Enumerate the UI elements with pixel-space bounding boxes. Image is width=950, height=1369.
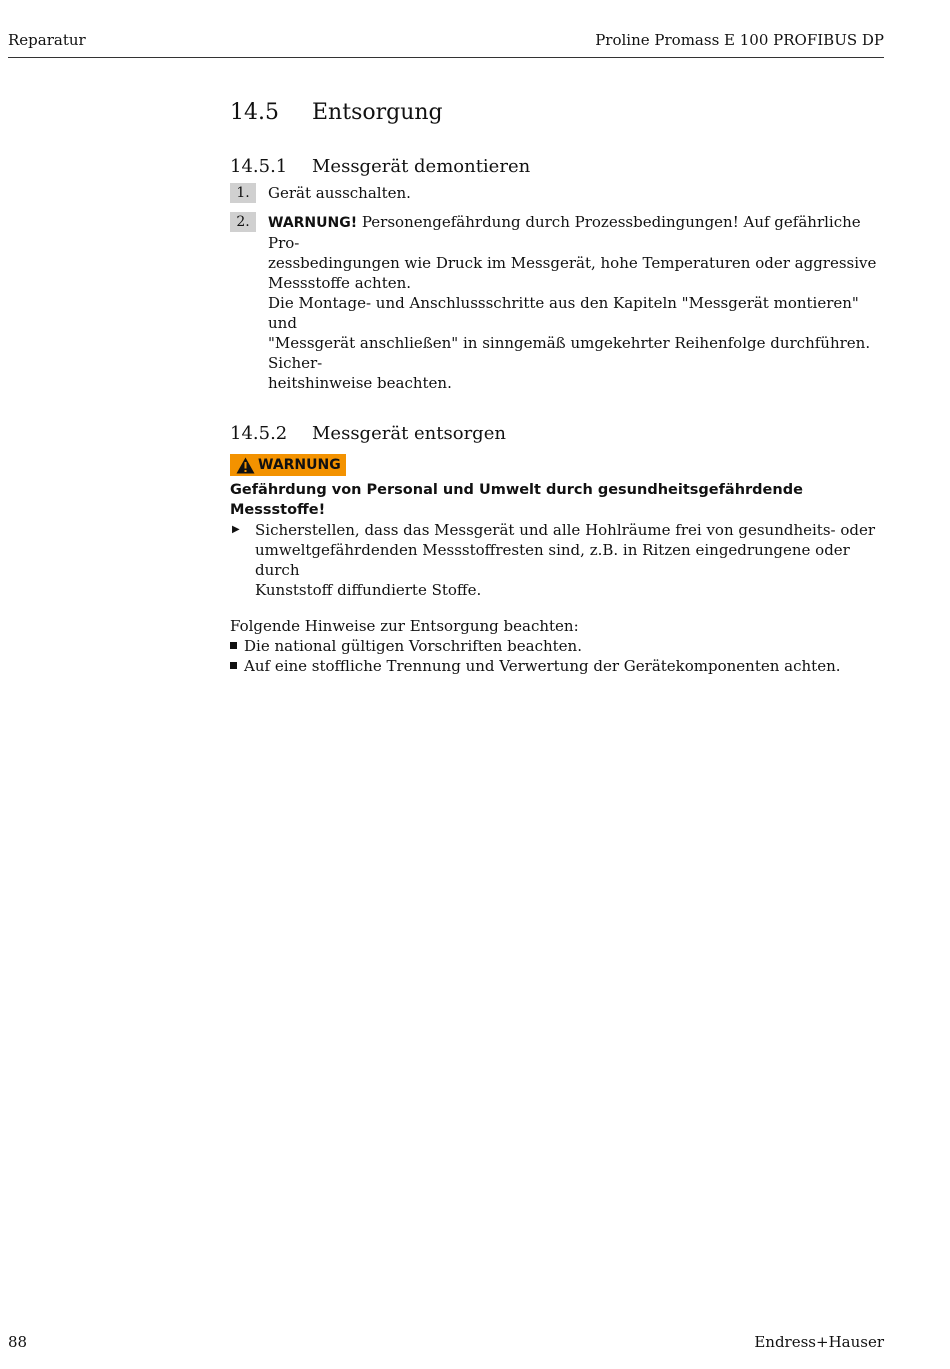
warning-label-text: WARNUNG [258,457,341,473]
warning-action-text [255,520,886,600]
action-line: umweltgefährdenden Messstoffresten sind, z.B. in Ritzen eingedrungene oder durch [255,540,850,579]
header-product: Proline Promass E 100 PROFIBUS DP [595,31,884,49]
subsection-number: 14.5.2 [230,422,288,444]
subsection-title: Messgerät entsorgen [312,422,506,444]
disposal-notes [230,616,886,676]
step-number: 1. [230,183,256,203]
warning-word: WARNUNG! [268,215,358,231]
warning-triangle-icon [236,457,255,474]
step-line: Gerät ausschalten. [268,184,411,202]
square-bullet-icon [230,656,244,676]
page-content [230,95,886,676]
warning-action [230,520,886,600]
subsection-number: 14.5.1 [230,155,288,177]
warning-block [230,454,886,600]
header-rule [8,57,884,58]
step-text [268,183,886,203]
step-1 [230,183,886,203]
warning-label [230,454,346,476]
step-text [268,212,886,393]
list-item-text: Die national gültigen Vorschriften beachten. [244,636,582,655]
step-line: Die Montage- und Anschlussschritte aus den Kapiteln "Messgerät montieren" und [268,294,859,332]
section-heading [230,95,886,129]
page-number: 88 [8,1333,28,1351]
action-line: Sicherstellen, dass das Messgerät und alle Hohlräume frei von gesundheits- oder [255,520,876,539]
action-line: Kunststoff diffundierte Stoffe. [255,580,482,599]
subsection-title: Messgerät demontieren [312,155,531,177]
notes-intro: Folgende Hinweise zur Entsorgung beachten: [230,616,579,635]
step-line-text: Personengefährdung durch Prozessbedingungen! Auf gefährliche Pro- [268,213,861,252]
step-line: zessbedingungen wie Druck im Messgerät, hohe Temperaturen oder aggressive [268,254,877,272]
list-item-text: Auf eine stoffliche Trennung und Verwertung der Gerätekomponenten achten. [244,656,841,675]
step-line: Messstoffe achten. [268,274,412,292]
header-section: Reparatur [8,31,86,49]
triangle-right-bullet-icon: ▶ [232,523,240,535]
subsection-heading-1 [230,152,886,180]
list-item [230,636,886,656]
step-line: heitshinweise beachten. [268,374,452,392]
step-2 [230,212,886,393]
subsection-heading-2 [230,419,886,447]
step-number: 2. [230,212,256,232]
step-line [268,212,886,253]
square-bullet-icon [230,636,244,656]
section-title: Entsorgung [312,99,443,125]
warning-title: Gefährdung von Personal und Umwelt durch gesundheitsgefährdende Messstoffe! [230,481,803,518]
list-item [230,656,886,676]
footer-brand: Endress+Hauser [754,1333,884,1351]
section-number: 14.5 [230,99,279,125]
step-line: "Messgerät anschließen" in sinngemäß umgekehrter Reihenfolge durchführen. Sicher- [268,334,871,372]
